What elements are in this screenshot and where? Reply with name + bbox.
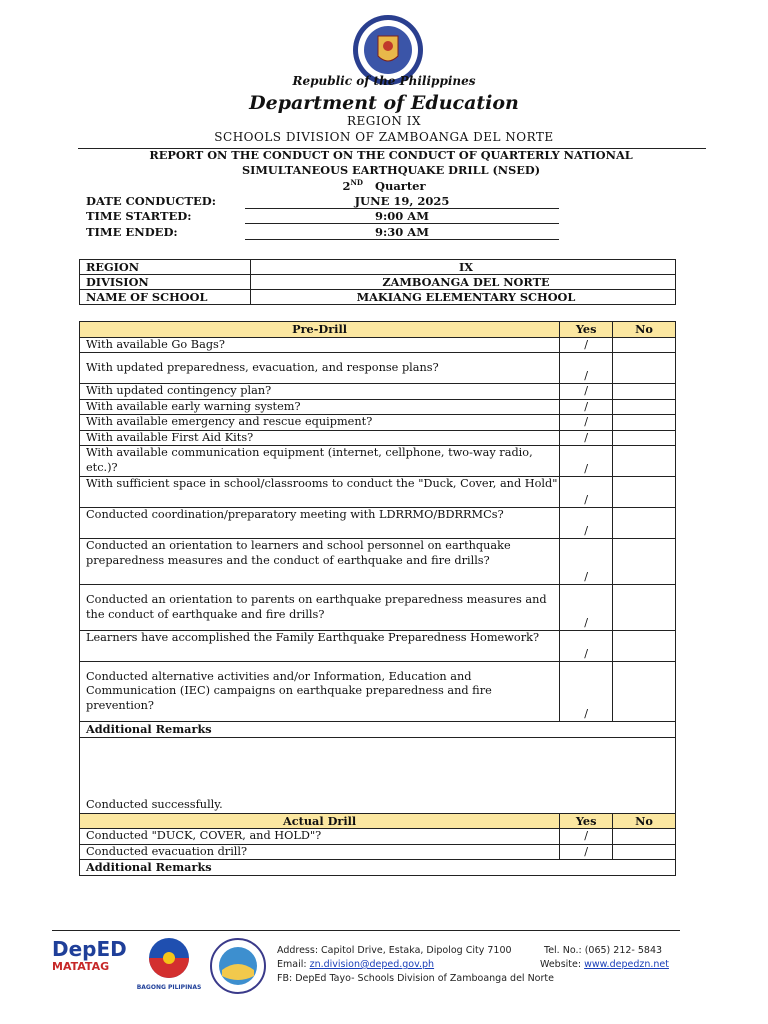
school-label: NAME OF SCHOOL	[80, 290, 251, 305]
drill-checklist-table	[79, 321, 676, 876]
predrill-yes-cell: /	[560, 508, 613, 539]
predrill-yes-cell: /	[560, 415, 613, 431]
quarter-label: Quarter	[374, 178, 426, 193]
footer-email-line	[277, 959, 434, 970]
actual-drill-question: Conducted evacuation drill?	[80, 844, 560, 860]
predrill-question: With available First Aid Kits?	[80, 430, 560, 446]
actual-drill-no-header: No	[613, 813, 676, 829]
report-title-line1: REPORT ON THE CONDUCT ON THE CONDUCT OF QUARTERLY NATIONAL	[149, 148, 633, 162]
division-seal-logo	[208, 938, 268, 994]
region-value: IX	[251, 260, 676, 275]
footer-tel: Tel. No.: (065) 212- 5843	[544, 945, 663, 956]
bagong-pilipinas-logo	[135, 936, 203, 984]
predrill-remarks-label: Additional Remarks	[80, 722, 676, 738]
predrill-no-cell	[613, 539, 676, 585]
predrill-yes-cell: /	[560, 662, 613, 722]
predrill-question: Learners have accomplished the Family Earthquake Preparedness Homework?	[80, 631, 560, 662]
footer-email-link[interactable]: zn.division@deped.gov.ph	[309, 959, 435, 970]
predrill-header-row	[80, 322, 676, 338]
predrill-row	[80, 399, 676, 415]
predrill-question: With updated preparedness, evacuation, and response plans?	[80, 353, 560, 384]
department-title: Department of Education	[249, 92, 519, 114]
predrill-yes-cell: /	[560, 399, 613, 415]
predrill-question: With available communication equipment (internet, cellphone, two-way radio, etc.)?	[80, 446, 560, 477]
school-info-table	[79, 259, 676, 305]
time-started-label: TIME STARTED:	[86, 209, 192, 223]
actual-drill-header: Actual Drill	[80, 813, 560, 829]
predrill-yes-cell: /	[560, 337, 613, 353]
actual-drill-yes-cell: /	[560, 844, 613, 860]
predrill-yes-cell: /	[560, 539, 613, 585]
predrill-question: Conducted an orientation to parents on earthquake preparedness measures and the conduct of earthquake and fire drills?	[80, 585, 560, 631]
footer-address: Address: Capitol Drive, Estaka, Dipolog City 7100	[277, 945, 512, 956]
predrill-remarks-header-row	[80, 722, 676, 738]
predrill-question: With available emergency and rescue equipment?	[80, 415, 560, 431]
time-started-value: 9:00 AM	[245, 209, 559, 224]
predrill-question: Conducted alternative activities and/or Information, Education and Communication (IEC) campaigns on earthquake preparedness and fire prevention?	[80, 662, 560, 722]
school-row	[80, 290, 676, 305]
school-value: MAKIANG ELEMENTARY SCHOOL	[251, 290, 676, 305]
predrill-row	[80, 631, 676, 662]
predrill-yes-cell: /	[560, 430, 613, 446]
predrill-question: With available early warning system?	[80, 399, 560, 415]
predrill-yes-cell: /	[560, 446, 613, 477]
predrill-no-cell	[613, 631, 676, 662]
predrill-no-header: No	[613, 322, 676, 338]
predrill-yes-header: Yes	[560, 322, 613, 338]
deped-logo-text: DepED	[52, 937, 127, 961]
actual-drill-no-cell	[613, 829, 676, 845]
predrill-remarks-row	[80, 737, 676, 813]
republic-line: Republic of the Philippines	[292, 74, 476, 88]
footer-website-line	[540, 959, 669, 970]
date-conducted-value: JUNE 19, 2025	[245, 194, 559, 209]
predrill-question: With available Go Bags?	[80, 337, 560, 353]
predrill-row	[80, 430, 676, 446]
predrill-no-cell	[613, 477, 676, 508]
predrill-row	[80, 384, 676, 400]
predrill-no-cell	[613, 508, 676, 539]
predrill-yes-cell: /	[560, 631, 613, 662]
actual-drill-yes-header: Yes	[560, 813, 613, 829]
predrill-yes-cell: /	[560, 585, 613, 631]
predrill-no-cell	[613, 353, 676, 384]
predrill-row	[80, 337, 676, 353]
predrill-question: With sufficient space in school/classrooms to conduct the "Duck, Cover, and Hold"	[80, 477, 560, 508]
predrill-yes-cell: /	[560, 477, 613, 508]
predrill-row	[80, 539, 676, 585]
footer-divider	[52, 930, 680, 931]
predrill-no-cell	[613, 662, 676, 722]
predrill-no-cell	[613, 337, 676, 353]
predrill-no-cell	[613, 446, 676, 477]
predrill-row	[80, 662, 676, 722]
actual-remarks-label: Additional Remarks	[80, 860, 676, 876]
matatag-logo-text: MATATAG	[52, 960, 110, 973]
quarter-number: 2	[342, 178, 351, 193]
quarter-line	[0, 178, 768, 193]
quarter-suffix: ND	[350, 178, 363, 187]
predrill-question: With updated contingency plan?	[80, 384, 560, 400]
bagong-pilipinas-text: BAGONG PILIPINAS	[136, 984, 202, 991]
footer-email-label: Email:	[277, 959, 307, 970]
region-line: REGION IX	[346, 114, 422, 128]
time-ended-label: TIME ENDED:	[86, 225, 178, 239]
predrill-remarks-text: Conducted successfully.	[80, 737, 676, 813]
predrill-no-cell	[613, 399, 676, 415]
predrill-no-cell	[613, 415, 676, 431]
predrill-no-cell	[613, 585, 676, 631]
footer-website-label: Website:	[540, 959, 582, 970]
footer-fb: FB: DepEd Tayo- Schools Division of Zamboanga del Norte	[277, 973, 554, 984]
division-label: DIVISION	[80, 275, 251, 290]
predrill-no-cell	[613, 384, 676, 400]
division-row	[80, 275, 676, 290]
division-value: ZAMBOANGA DEL NORTE	[251, 275, 676, 290]
deped-matatag-logo	[52, 938, 128, 990]
report-title	[86, 148, 696, 178]
actual-drill-question: Conducted "DUCK, COVER, and HOLD"?	[80, 829, 560, 845]
predrill-question: Conducted coordination/preparatory meeting with LDRRMO/BDRRMCs?	[80, 508, 560, 539]
predrill-no-cell	[613, 430, 676, 446]
actual-drill-no-cell	[613, 844, 676, 860]
region-row	[80, 260, 676, 275]
predrill-row	[80, 477, 676, 508]
date-conducted-label: DATE CONDUCTED:	[86, 194, 216, 208]
predrill-row	[80, 446, 676, 477]
actual-drill-row	[80, 844, 676, 860]
actual-drill-row	[80, 829, 676, 845]
predrill-row	[80, 508, 676, 539]
predrill-row	[80, 585, 676, 631]
predrill-yes-cell: /	[560, 384, 613, 400]
predrill-row	[80, 353, 676, 384]
region-label: REGION	[80, 260, 251, 275]
predrill-row	[80, 415, 676, 431]
division-line: SCHOOLS DIVISION OF ZAMBOANGA DEL NORTE	[214, 130, 554, 144]
actual-drill-yes-cell: /	[560, 829, 613, 845]
report-title-line2: SIMULTANEOUS EARTHQUAKE DRILL (NSED)	[241, 163, 541, 177]
predrill-yes-cell: /	[560, 353, 613, 384]
footer-website-link[interactable]: www.depedzn.net	[584, 959, 669, 970]
predrill-question: Conducted an orientation to learners and school personnel on earthquake preparedness measures and the conduct of earthquake and fire drills?	[80, 539, 560, 585]
footer-address-line	[277, 945, 512, 956]
actual-drill-header-row	[80, 813, 676, 829]
predrill-header: Pre-Drill	[80, 322, 560, 338]
time-ended-value: 9:30 AM	[245, 225, 559, 240]
actual-remarks-header-row	[80, 860, 676, 876]
